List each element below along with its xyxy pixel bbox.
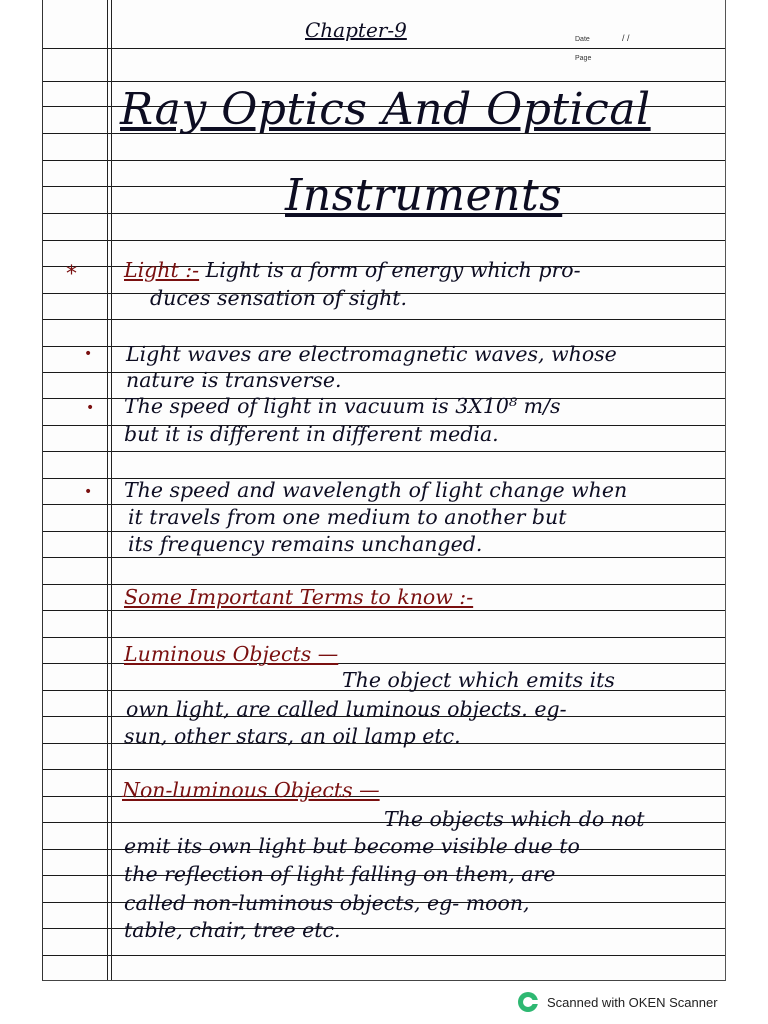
bullet-3-line-3: its frequency remains unchanged. — [128, 532, 483, 556]
light-definition-text: Light is a form of energy which pro- — [205, 258, 581, 282]
non-luminous-line-1: The objects which do not — [384, 807, 645, 831]
bullet-icon: • — [84, 346, 93, 362]
star-marker-icon: * — [66, 262, 77, 287]
bullet-2-line-1: The speed of light in vacuum is 3X10⁸ m/s — [124, 394, 561, 418]
page-label: Page — [575, 55, 592, 62]
page-title-line-1: Ray Optics And Optical — [120, 84, 651, 135]
bullet-1-line-2: nature is transverse. — [126, 368, 342, 392]
non-luminous-line-2: emit its own light but become visible due to — [124, 834, 580, 858]
luminous-heading: Luminous Objects — — [124, 642, 339, 666]
bullet-icon: • — [84, 484, 93, 500]
light-term: Light :- — [124, 258, 200, 282]
non-luminous-line-5: table, chair, tree etc. — [124, 918, 341, 942]
bullet-icon: • — [86, 400, 95, 416]
page-title-line-2: Instruments — [285, 170, 563, 221]
date-label: Date — [575, 36, 590, 43]
scanner-watermark — [517, 991, 718, 1013]
scanner-logo-icon — [517, 991, 539, 1013]
non-luminous-line-3: the reflection of light falling on them, are — [124, 862, 556, 886]
bullet-3-line-1: The speed and wavelength of light change when — [124, 478, 628, 502]
non-luminous-heading: Non-luminous Objects — — [122, 778, 380, 802]
scanner-text: Scanned with OKEN Scanner — [547, 994, 718, 1010]
luminous-line-2: own light, are called luminous objects. eg- — [126, 697, 567, 721]
bullet-1-line-1: Light waves are electromagnetic waves, whose — [126, 342, 617, 366]
light-definition-line-2: duces sensation of sight. — [150, 286, 408, 310]
bullet-3-line-2: it travels from one medium to another but — [128, 505, 567, 529]
date-slots: / / — [622, 33, 630, 43]
terms-heading: Some Important Terms to know :- — [124, 585, 474, 609]
non-luminous-line-4: called non-luminous objects, eg- moon, — [124, 891, 530, 915]
chapter-label: Chapter-9 — [305, 18, 407, 42]
luminous-line-3: sun, other stars, an oil lamp etc. — [124, 724, 461, 748]
bullet-2-line-2: but it is different in different media. — [124, 422, 499, 446]
luminous-line-1: The object which emits its — [342, 668, 615, 692]
light-definition-line-1 — [124, 258, 581, 282]
